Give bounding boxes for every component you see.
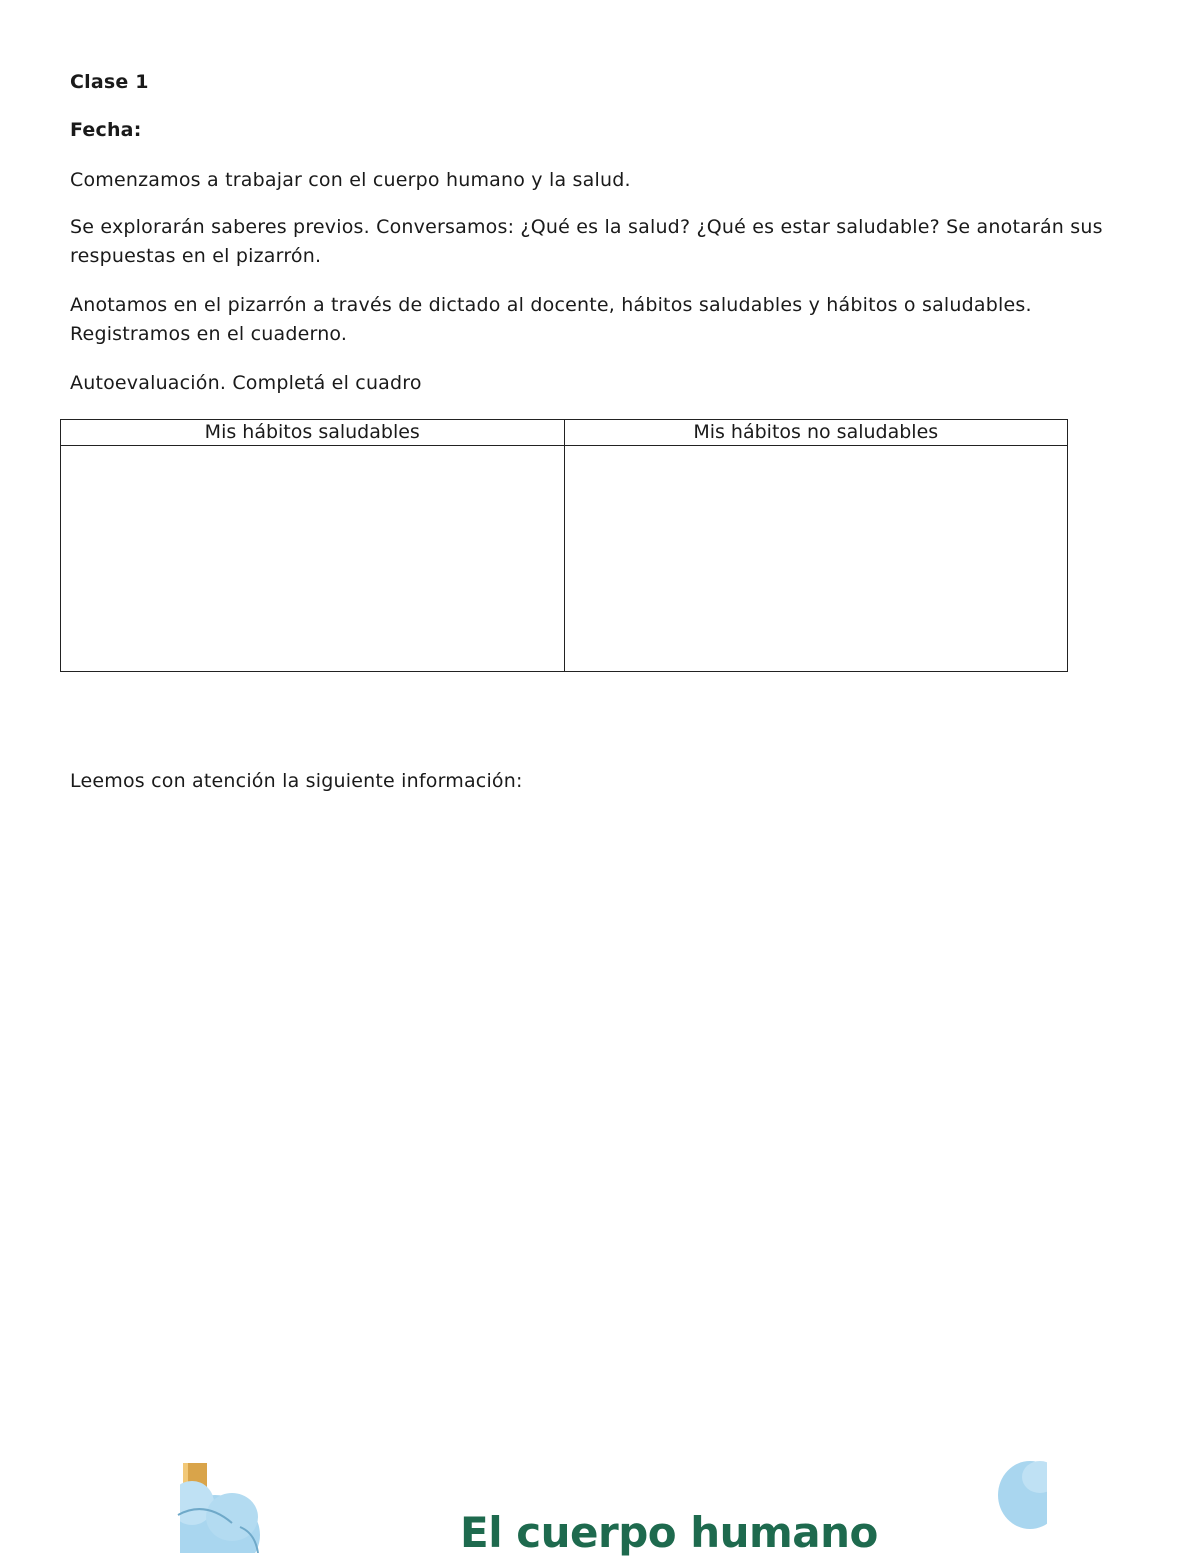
prior-knowledge-paragraph: Se explorarán saberes previos. Conversamos: ¿Qué es la salud? ¿Qué es estar saludable? Se anotarán sus respuestas en el pizarrón. <box>70 216 1103 267</box>
table-row <box>61 446 1068 672</box>
right-cloud-icon <box>998 1455 1087 1553</box>
healthy-habits-header: Mis hábitos saludables <box>61 420 565 446</box>
intro-paragraph: Comenzamos a trabajar con el cuerpo humano y la salud. <box>70 169 631 191</box>
table-header-row <box>61 420 1068 446</box>
habits-dictation-paragraph: Anotamos en el pizarrón a través de dictado al docente, hábitos saludables y hábitos o saludables. Registramos en el cuaderno. <box>70 294 1032 345</box>
unhealthy-habits-header: Mis hábitos no saludables <box>564 420 1068 446</box>
date-label: Fecha: <box>70 119 142 141</box>
reading-instruction: Leemos con atención la siguiente información: <box>70 770 523 792</box>
unhealthy-habits-cell[interactable] <box>564 446 1068 672</box>
left-cloud-icon <box>170 1475 260 1553</box>
self-assessment-instruction: Autoevaluación. Completá el cuadro <box>70 372 422 394</box>
class-title: Clase 1 <box>70 71 149 93</box>
banner-title: El cuerpo humano <box>460 1508 878 1557</box>
habits-table <box>60 419 1068 672</box>
healthy-habits-cell[interactable] <box>61 446 565 672</box>
